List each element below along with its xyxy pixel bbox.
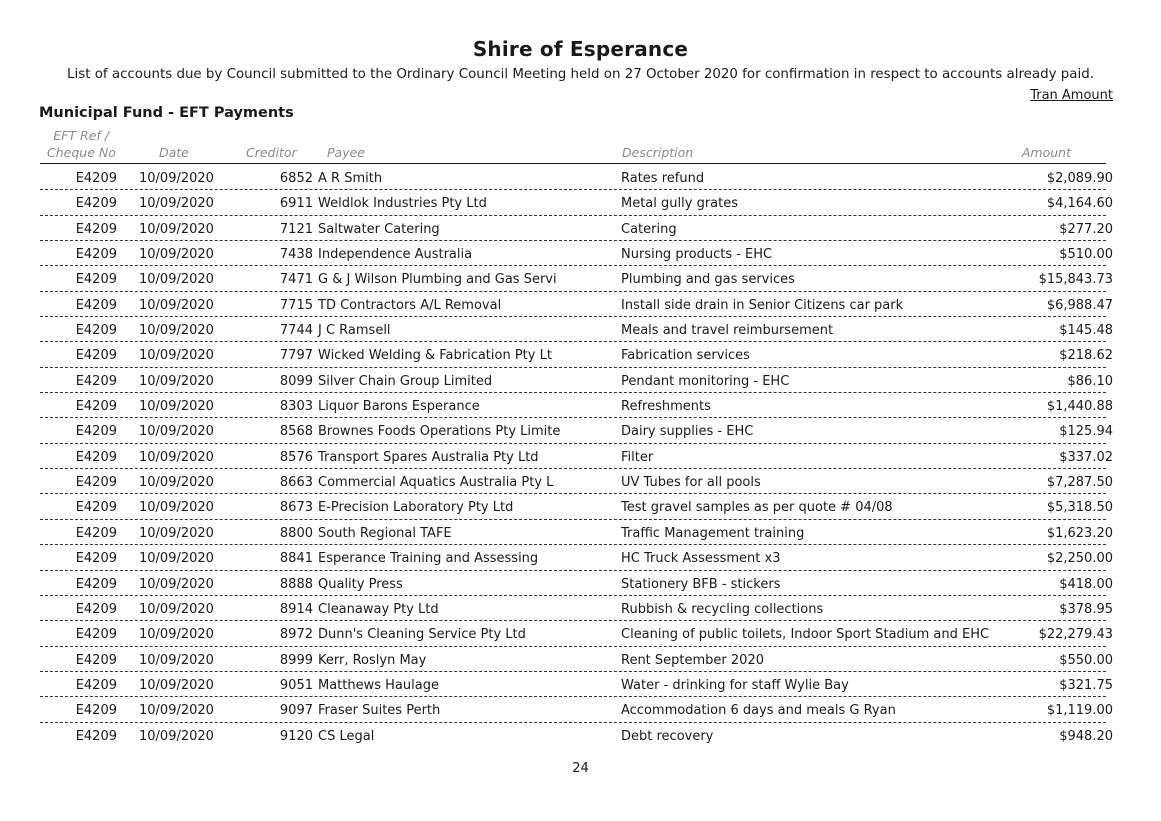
cell-amount: $1,119.00: [1046, 703, 1113, 719]
table-row: [0, 545, 1161, 570]
table-row: [0, 596, 1161, 621]
table-row: [0, 266, 1161, 291]
cell-eft-ref: E4209: [75, 323, 117, 339]
cell-creditor: 8841: [279, 551, 313, 567]
cell-eft-ref: E4209: [75, 728, 117, 744]
cell-date: 10/09/2020: [139, 703, 214, 719]
table-row: [0, 216, 1161, 241]
cell-payee: Dunn's Cleaning Service Pty Ltd: [318, 627, 526, 643]
cell-date: 10/09/2020: [139, 500, 214, 516]
cell-creditor: 8663: [279, 475, 313, 491]
cell-creditor: 8303: [279, 399, 313, 415]
cell-amount: $5,318.50: [1046, 500, 1113, 516]
cell-creditor: 8576: [279, 449, 313, 465]
cell-amount: $948.20: [1059, 728, 1113, 744]
cell-payee: Saltwater Catering: [318, 221, 440, 237]
payments-table: [0, 165, 1161, 748]
table-row: [0, 393, 1161, 418]
cell-amount: $1,623.20: [1046, 525, 1113, 541]
cell-description: Cleaning of public toilets, Indoor Sport Stadium and EHC: [621, 627, 990, 643]
cell-amount: $2,250.00: [1046, 551, 1113, 567]
col-header-amount: Amount: [1021, 145, 1071, 160]
table-row: [0, 317, 1161, 342]
cell-date: 10/09/2020: [139, 652, 214, 668]
cell-amount: $337.02: [1059, 449, 1113, 465]
cell-creditor: 7715: [279, 297, 313, 313]
cell-creditor: 8568: [279, 424, 313, 440]
cell-description: Stationery BFB - stickers: [621, 576, 781, 592]
table-row: [0, 165, 1161, 190]
cell-eft-ref: E4209: [75, 297, 117, 313]
cell-payee: Fraser Suites Perth: [318, 703, 441, 719]
cell-eft-ref: E4209: [75, 196, 117, 212]
cell-eft-ref: E4209: [75, 627, 117, 643]
cell-payee: A R Smith: [318, 171, 383, 186]
cell-creditor: 8972: [279, 627, 313, 643]
cell-amount: $277.20: [1059, 221, 1113, 237]
cell-description: UV Tubes for all pools: [621, 475, 761, 491]
table-row: [0, 241, 1161, 266]
cell-date: 10/09/2020: [139, 196, 214, 212]
cell-amount: $86.10: [1067, 373, 1113, 389]
cell-description: Meals and travel reimbursement: [621, 323, 834, 339]
cell-payee: Transport Spares Australia Pty Ltd: [318, 449, 539, 465]
cell-description: Rates refund: [621, 171, 705, 186]
cell-eft-ref: E4209: [75, 703, 117, 719]
page-number: 24: [572, 761, 589, 776]
table-row: [0, 621, 1161, 646]
tran-amount-link[interactable]: Tran Amount: [1030, 88, 1113, 103]
cell-creditor: 8800: [279, 525, 313, 541]
cell-eft-ref: E4209: [75, 677, 117, 693]
cell-date: 10/09/2020: [139, 323, 214, 339]
cell-date: 10/09/2020: [139, 551, 214, 567]
cell-creditor: 7438: [279, 247, 313, 263]
table-row: [0, 571, 1161, 596]
cell-payee: TD Contractors A/L Removal: [318, 297, 502, 313]
cell-creditor: 8914: [279, 601, 313, 617]
cell-date: 10/09/2020: [139, 424, 214, 440]
table-row: [0, 494, 1161, 519]
cell-amount: $550.00: [1059, 652, 1113, 668]
table-row: [0, 190, 1161, 215]
cell-eft-ref: E4209: [75, 576, 117, 592]
cell-description: Dairy supplies - EHC: [621, 424, 754, 440]
header-rule: [40, 163, 1106, 164]
cell-description: Rubbish & recycling collections: [621, 601, 824, 617]
cell-date: 10/09/2020: [139, 449, 214, 465]
table-row: [0, 469, 1161, 494]
cell-amount: $7,287.50: [1046, 475, 1113, 491]
cell-payee: Wicked Welding & Fabrication Pty Lt: [318, 348, 552, 364]
cell-payee: Esperance Training and Assessing: [318, 551, 539, 567]
table-row: [0, 444, 1161, 469]
cell-payee: Brownes Foods Operations Pty Limite: [318, 424, 561, 440]
cell-amount: $1,440.88: [1046, 399, 1113, 415]
cell-date: 10/09/2020: [139, 525, 214, 541]
cell-creditor: 9051: [279, 677, 313, 693]
cell-date: 10/09/2020: [139, 348, 214, 364]
cell-description: Refreshments: [621, 399, 711, 415]
cell-payee: E-Precision Laboratory Pty Ltd: [318, 500, 514, 516]
table-row: [0, 647, 1161, 672]
col-header-date: Date: [159, 145, 189, 160]
table-row: [0, 520, 1161, 545]
cell-date: 10/09/2020: [139, 601, 214, 617]
cell-eft-ref: E4209: [75, 272, 117, 288]
cell-amount: $378.95: [1059, 601, 1113, 617]
cell-date: 10/09/2020: [139, 728, 214, 744]
cell-amount: $510.00: [1059, 247, 1113, 263]
cell-description: Filter: [621, 449, 654, 465]
col-header-ref-line2: Cheque No: [47, 145, 116, 160]
cell-description: Debt recovery: [621, 728, 714, 744]
table-row: [0, 342, 1161, 367]
cell-amount: $15,843.73: [1038, 272, 1113, 288]
cell-date: 10/09/2020: [139, 576, 214, 592]
cell-description: HC Truck Assessment x3: [621, 551, 781, 567]
cell-eft-ref: E4209: [75, 247, 117, 263]
cell-date: 10/09/2020: [139, 399, 214, 415]
cell-creditor: 7121: [279, 221, 313, 237]
cell-creditor: 8999: [279, 652, 313, 668]
cell-creditor: 6911: [279, 196, 313, 212]
cell-amount: $6,988.47: [1046, 297, 1113, 313]
cell-eft-ref: E4209: [75, 652, 117, 668]
cell-creditor: 7471: [279, 272, 313, 288]
table-row: [0, 418, 1161, 443]
cell-description: Rent September 2020: [621, 652, 764, 668]
cell-payee: South Regional TAFE: [318, 525, 452, 541]
cell-payee: Silver Chain Group Limited: [318, 373, 493, 389]
cell-creditor: 7797: [279, 348, 313, 364]
cell-eft-ref: E4209: [75, 449, 117, 465]
cell-payee: Commercial Aquatics Australia Pty L: [318, 475, 554, 491]
cell-payee: J C Ramsell: [318, 323, 391, 339]
cell-description: Plumbing and gas services: [621, 272, 795, 288]
cell-eft-ref: E4209: [75, 551, 117, 567]
cell-payee: CS Legal: [318, 728, 375, 744]
cell-eft-ref: E4209: [75, 399, 117, 415]
cell-description: Catering: [621, 221, 677, 237]
col-header-payee: Payee: [327, 145, 365, 160]
cell-date: 10/09/2020: [139, 297, 214, 313]
cell-date: 10/09/2020: [139, 247, 214, 263]
cell-creditor: 7744: [279, 323, 313, 339]
cell-creditor: 9120: [279, 728, 313, 744]
page-subtitle: List of accounts due by Council submitted to the Ordinary Council Meeting held on 27 October 2020 for confirmation in respect to accounts already paid.: [67, 67, 1094, 82]
cell-payee: Matthews Haulage: [318, 677, 439, 693]
cell-description: Pendant monitoring - EHC: [621, 373, 790, 389]
cell-amount: $22,279.43: [1038, 627, 1113, 643]
cell-eft-ref: E4209: [75, 475, 117, 491]
cell-eft-ref: E4209: [75, 424, 117, 440]
table-row: [0, 697, 1161, 722]
cell-amount: $4,164.60: [1046, 196, 1113, 212]
col-header-ref-line1: EFT Ref /: [53, 128, 109, 143]
cell-date: 10/09/2020: [139, 627, 214, 643]
cell-payee: Kerr, Roslyn May: [318, 652, 427, 668]
cell-payee: Quality Press: [318, 576, 403, 592]
cell-creditor: 6852: [279, 171, 313, 186]
cell-description: Accommodation 6 days and meals G Ryan: [621, 703, 896, 719]
cell-eft-ref: E4209: [75, 373, 117, 389]
cell-amount: $418.00: [1059, 576, 1113, 592]
cell-eft-ref: E4209: [75, 525, 117, 541]
cell-date: 10/09/2020: [139, 677, 214, 693]
cell-description: Metal gully grates: [621, 196, 738, 212]
section-title: Municipal Fund - EFT Payments: [39, 105, 294, 121]
cell-date: 10/09/2020: [139, 171, 214, 186]
col-header-description: Description: [622, 145, 694, 160]
cell-description: Test gravel samples as per quote # 04/08: [621, 500, 893, 516]
cell-payee: Liquor Barons Esperance: [318, 399, 480, 415]
cell-creditor: 8099: [279, 373, 313, 389]
cell-date: 10/09/2020: [139, 475, 214, 491]
cell-creditor: 9097: [279, 703, 313, 719]
cell-payee: Weldlok Industries Pty Ltd: [318, 196, 487, 212]
cell-eft-ref: E4209: [75, 221, 117, 237]
col-header-creditor: Creditor: [246, 145, 297, 160]
cell-date: 10/09/2020: [139, 221, 214, 237]
table-row: [0, 672, 1161, 697]
cell-description: Traffic Management training: [621, 525, 805, 541]
cell-creditor: 8888: [279, 576, 313, 592]
cell-date: 10/09/2020: [139, 272, 214, 288]
cell-amount: $321.75: [1059, 677, 1113, 693]
cell-payee: Cleanaway Pty Ltd: [318, 601, 439, 617]
cell-date: 10/09/2020: [139, 373, 214, 389]
cell-description: Water - drinking for staff Wylie Bay: [621, 677, 849, 693]
cell-amount: $218.62: [1059, 348, 1113, 364]
cell-eft-ref: E4209: [75, 348, 117, 364]
cell-eft-ref: E4209: [75, 171, 117, 186]
table-row: [0, 368, 1161, 393]
cell-eft-ref: E4209: [75, 601, 117, 617]
cell-description: Fabrication services: [621, 348, 750, 364]
table-row: [0, 723, 1161, 748]
page-title: Shire of Esperance: [472, 37, 689, 61]
cell-payee: G & J Wilson Plumbing and Gas Servi: [318, 272, 557, 288]
cell-eft-ref: E4209: [75, 500, 117, 516]
cell-payee: Independence Australia: [318, 247, 473, 263]
table-row: [0, 292, 1161, 317]
cell-description: Nursing products - EHC: [621, 247, 773, 263]
cell-amount: $145.48: [1059, 323, 1113, 339]
cell-creditor: 8673: [279, 500, 313, 516]
cell-amount: $125.94: [1059, 424, 1113, 440]
cell-description: Install side drain in Senior Citizens car park: [621, 297, 904, 313]
cell-amount: $2,089.90: [1046, 171, 1113, 186]
